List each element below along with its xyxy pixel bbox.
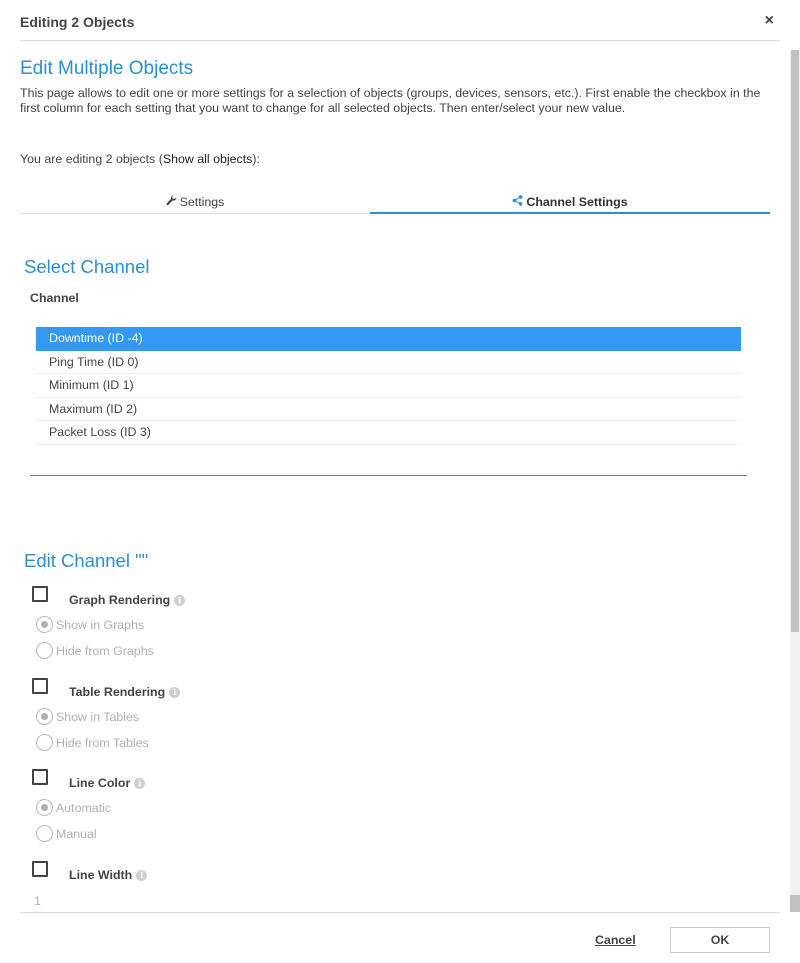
graph-rendering-checkbox[interactable] <box>32 586 48 602</box>
tab-settings-label: Settings <box>179 195 225 209</box>
hide-from-graphs-option[interactable]: Hide from Graphs <box>36 642 154 660</box>
radio-icon <box>36 825 53 842</box>
ok-button[interactable]: OK <box>670 927 770 953</box>
share-icon <box>512 191 523 213</box>
line-color-setting <box>20 769 720 849</box>
page-heading: Edit Multiple Objects <box>20 58 194 79</box>
channel-item-packet-loss[interactable]: Packet Loss (ID 3) <box>36 421 741 445</box>
line-width-checkbox[interactable] <box>32 861 48 877</box>
hide-from-tables-option[interactable]: Hide from Tables <box>36 734 149 752</box>
channel-item-downtime[interactable]: Downtime (ID -4) <box>36 327 741 351</box>
line-color-label: Line Color i <box>69 776 145 790</box>
dialog-header <box>20 0 780 41</box>
line-color-checkbox[interactable] <box>32 769 48 785</box>
line-width-setting <box>20 861 720 912</box>
edit-channel-heading: Edit Channel "" <box>24 550 149 571</box>
manual-color-option[interactable]: Manual <box>36 825 97 843</box>
wrench-icon <box>166 191 177 213</box>
select-channel-heading: Select Channel <box>24 256 150 277</box>
scrollbar-end[interactable] <box>790 895 800 912</box>
automatic-color-option[interactable]: Automatic <box>36 799 111 817</box>
channel-list <box>36 327 741 445</box>
tab-channel-settings[interactable] <box>370 191 770 214</box>
info-icon[interactable]: i <box>136 870 147 881</box>
show-in-tables-option[interactable]: Show in Tables <box>36 708 139 726</box>
channel-item-ping-time[interactable]: Ping Time (ID 0) <box>36 351 741 375</box>
radio-icon <box>36 642 53 659</box>
dialog-title: Editing 2 Objects <box>20 14 135 30</box>
info-icon[interactable]: i <box>169 687 180 698</box>
cancel-button[interactable]: Cancel <box>595 933 636 947</box>
show-all-objects-link[interactable]: Show all objects <box>162 152 253 166</box>
channel-item-maximum[interactable]: Maximum (ID 2) <box>36 398 741 422</box>
info-icon[interactable]: i <box>174 595 185 606</box>
radio-checked-icon <box>36 799 53 816</box>
table-rendering-label: Table Rendering i <box>69 685 180 699</box>
tab-settings[interactable] <box>20 191 370 214</box>
graph-rendering-setting <box>20 586 720 666</box>
show-in-graphs-option[interactable]: Show in Graphs <box>36 616 144 634</box>
close-button[interactable]: × <box>764 12 774 29</box>
table-rendering-setting <box>20 678 720 758</box>
radio-checked-icon <box>36 616 53 633</box>
channel-label: Channel <box>30 291 79 305</box>
line-width-input[interactable]: 1 <box>34 894 41 908</box>
dialog-content <box>20 41 780 912</box>
intro-text: This page allows to edit one or more settings for a selection of objects (groups, devices, sensors, etc.). First enable the checkbox in the first column for each setting that you want to change for all selected objects. Then enter/select your new value. <box>20 86 761 115</box>
editing-prefix: You are editing 2 objects ( <box>20 152 163 166</box>
radio-checked-icon <box>36 708 53 725</box>
editing-suffix: ): <box>252 152 260 166</box>
channel-divider <box>30 475 747 476</box>
tab-bar <box>20 191 770 214</box>
line-width-label: Line Width i <box>69 868 147 882</box>
info-icon[interactable]: i <box>134 778 145 789</box>
radio-icon <box>36 734 53 751</box>
scrollbar-thumb[interactable] <box>791 50 799 632</box>
tab-channel-settings-label: Channel Settings <box>526 195 628 209</box>
graph-rendering-label: Graph Rendering i <box>69 593 185 607</box>
table-rendering-checkbox[interactable] <box>32 678 48 694</box>
editing-summary <box>20 152 260 166</box>
channel-item-minimum[interactable]: Minimum (ID 1) <box>36 374 741 398</box>
dialog-footer <box>20 912 780 963</box>
